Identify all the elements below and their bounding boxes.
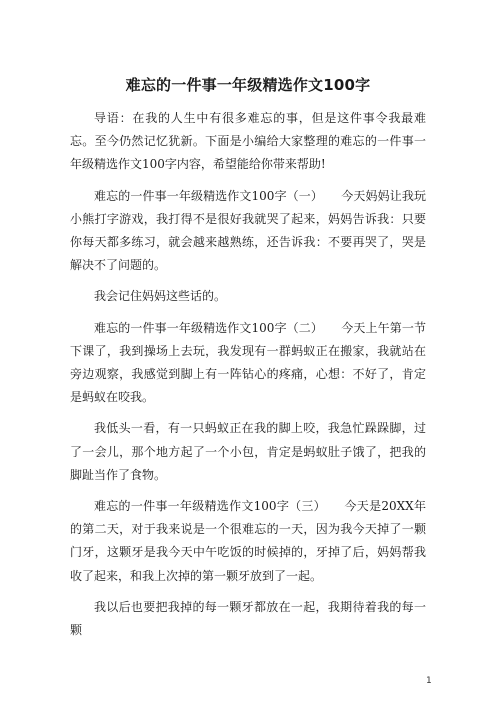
paragraph-essay-2-cont: 我低头一看，有一只蚂蚁正在我的脚上咬，我急忙跺跺脚，过了一会儿，那个地方起了一个小包，肯定是蚂蚁肚子饿了，把我的脚趾当作了食物。 bbox=[70, 421, 426, 482]
paragraph-essay-1-end: 我会记住妈妈这些话的。 bbox=[94, 289, 227, 304]
document-title: 难忘的一件事一年级精选作文100字 bbox=[125, 76, 371, 94]
paragraph-essay-3: 难忘的一件事一年级精选作文100字（三） 今天是20XX年的第二天，对于我来说是一个很难忘的一天，因为我今天掉了一颗门牙，这颗牙是我今天中午吃饭的时候掉的，牙掉了后，妈妈帮我收了起来，和我上次掉的第一颗牙放到了一起。 bbox=[70, 499, 426, 583]
paragraph-essay-1: 难忘的一件事一年级精选作文100字（一） 今天妈妈让我玩小熊打字游戏，我打得不是很好我就哭了起来，妈妈告诉我：只要你每天都多练习，就会越来越熟练，还告诉我：不要再哭了，哭是解决不了问题的。 bbox=[70, 188, 426, 273]
paragraph-intro: 导语：在我的人生中有很多难忘的事，但是这件事令我最难忘。至今仍然记忆犹新。下面是小编给大家整理的难忘的一件事一年级精选作文100字内容，希望能给你带来帮助! bbox=[70, 111, 426, 172]
paragraph-essay-3-cont: 我以后也要把我掉的每一颗牙都放在一起，我期待着我的每一颗 bbox=[70, 599, 426, 638]
page-number: 1 bbox=[426, 676, 432, 686]
document-body bbox=[70, 107, 426, 650]
paragraph-essay-2: 难忘的一件事一年级精选作文100字（二） 今天上午第一节下课了，我到操场上去玩，我发现有一群蚂蚁正在搬家，我就站在旁边观察，我感觉到脚上有一阵钻心的疼痛，心想：不好了，肯定是蚂蚁在咬我。 bbox=[70, 320, 426, 405]
